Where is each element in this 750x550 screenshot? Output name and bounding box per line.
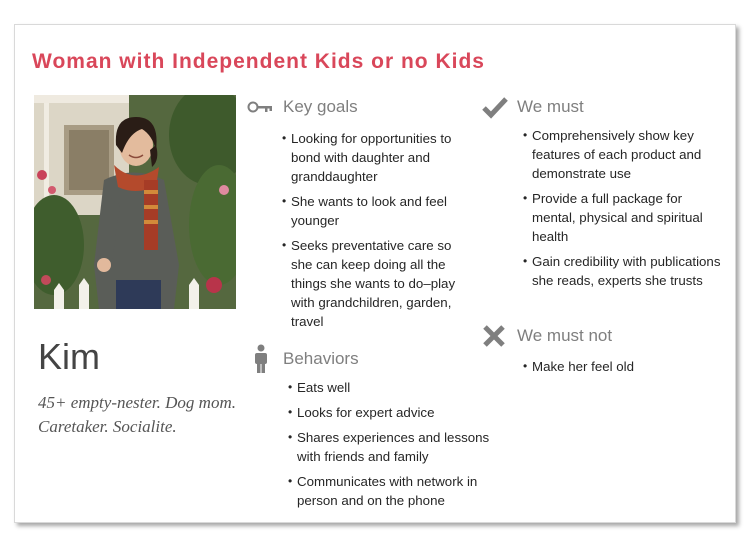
list-item: • Comprehensively show key features of each product and demonstrate use: [523, 126, 723, 183]
we-must-heading: [481, 94, 584, 120]
list-item: • Looks for expert advice: [288, 403, 508, 422]
checkmark-icon: [481, 94, 511, 120]
x-icon: [481, 323, 511, 349]
behaviors-label: Behaviors: [283, 349, 359, 368]
persona-title: Woman with Independent Kids or no Kids: [32, 50, 485, 73]
persona-photo: [34, 95, 236, 309]
list-item: • Looking for opportunities to bond with daughter and granddaughter: [282, 129, 472, 186]
person-icon: [253, 346, 277, 372]
list-item: • Gain credibility with publications she reads, experts she trusts: [523, 252, 723, 290]
key-goals-list: [282, 129, 472, 337]
list-item: • Seeks preventative care so she can keep doing all the things she wants to do–play with grandchildren, garden, travel: [282, 236, 472, 331]
list-item: • Eats well: [288, 378, 508, 397]
key-icon: [247, 94, 277, 120]
we-must-label: We must: [517, 97, 584, 116]
we-must-not-label: We must not: [517, 326, 613, 345]
persona-description: 45+ empty-nester. Dog mom. Caretaker. Socialite.: [38, 393, 236, 436]
key-goals-label: Key goals: [283, 97, 358, 116]
we-must-not-list: [523, 357, 723, 382]
list-item: • She wants to look and feel younger: [282, 192, 472, 230]
we-must-not-heading: [481, 323, 612, 349]
behaviors-heading: [253, 346, 359, 372]
we-must-list: [523, 126, 723, 296]
persona-name: Kim: [38, 336, 100, 377]
list-item: • Provide a full package for mental, physical and spiritual health: [523, 189, 723, 246]
list-item: • Make her feel old: [523, 357, 723, 376]
list-item: • Shares experiences and lessons with friends and family: [288, 428, 508, 466]
key-goals-heading: [247, 94, 358, 120]
list-item: • Communicates with network in person and on the phone: [288, 472, 508, 510]
behaviors-list: [288, 378, 508, 516]
